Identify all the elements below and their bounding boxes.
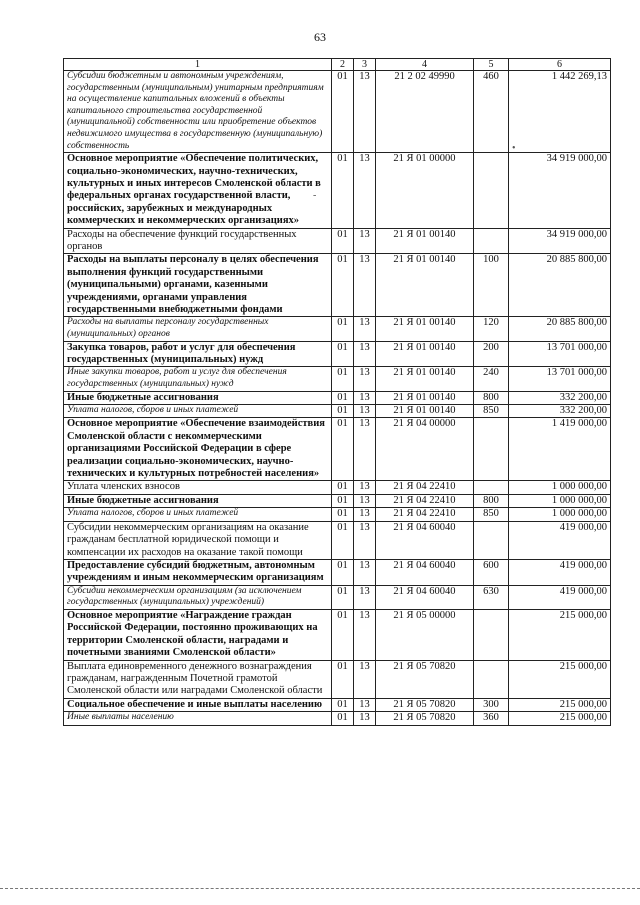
stray-mark: - bbox=[313, 190, 317, 201]
row-section-cell: 01 bbox=[332, 391, 354, 404]
row-expense-type-cell bbox=[474, 660, 509, 698]
row-amount-cell: 1 442 269,13 bbox=[509, 71, 611, 153]
row-expense-type-cell: 460 bbox=[474, 71, 509, 153]
row-name-cell: Уплата налогов, сборов и иных платежей bbox=[64, 405, 332, 418]
row-expense-type-cell: 360 bbox=[474, 712, 509, 725]
row-name-cell: Предоставление субсидий бюджетным, автономным учреждениям и иным некоммерческим организациям bbox=[64, 559, 332, 585]
row-expense-type-cell bbox=[474, 228, 509, 254]
row-subsection-cell: 13 bbox=[354, 317, 376, 341]
table-row bbox=[64, 508, 611, 521]
row-section-cell: 01 bbox=[332, 585, 354, 609]
row-name-cell: Иные закупки товаров, работ и услуг для обеспечения государственных (муниципальных) нужд bbox=[64, 367, 332, 391]
row-target-article-cell: 21 Я 01 00140 bbox=[376, 228, 474, 254]
row-subsection-cell: 13 bbox=[354, 609, 376, 660]
table-row bbox=[64, 254, 611, 317]
row-amount-cell: 215 000,00 bbox=[509, 712, 611, 725]
table-row bbox=[64, 660, 611, 698]
table-row bbox=[64, 71, 611, 153]
row-subsection-cell: 13 bbox=[354, 228, 376, 254]
row-name-cell: Иные бюджетные ассигнования bbox=[64, 391, 332, 404]
row-expense-type-cell bbox=[474, 153, 509, 228]
row-section-cell: 01 bbox=[332, 481, 354, 494]
row-amount-cell: 215 000,00 bbox=[509, 609, 611, 660]
row-section-cell: 01 bbox=[332, 405, 354, 418]
row-amount-cell: 13 701 000,00 bbox=[509, 341, 611, 367]
row-name-cell: Иные бюджетные ассигнования bbox=[64, 494, 332, 507]
row-amount-cell: 419 000,00 bbox=[509, 521, 611, 559]
row-target-article-cell: 21 Я 01 00140 bbox=[376, 341, 474, 367]
header-col-2: 2 bbox=[332, 59, 354, 71]
row-amount-cell: 1 000 000,00 bbox=[509, 481, 611, 494]
row-subsection-cell: 13 bbox=[354, 391, 376, 404]
row-section-cell: 01 bbox=[332, 660, 354, 698]
row-subsection-cell: 13 bbox=[354, 341, 376, 367]
table-row bbox=[64, 609, 611, 660]
row-subsection-cell: 13 bbox=[354, 71, 376, 153]
row-target-article-cell: 21 Я 04 22410 bbox=[376, 481, 474, 494]
table-row bbox=[64, 367, 611, 391]
table-row bbox=[64, 341, 611, 367]
row-subsection-cell: 13 bbox=[354, 481, 376, 494]
row-amount-cell: 419 000,00 bbox=[509, 585, 611, 609]
row-name-cell: Основное мероприятие «Награждение граждан Российской Федерации, постоянно проживающих на территории Смоленской области, наградами и почетными званиями Смоленской области» bbox=[64, 609, 332, 660]
row-name-cell: Основное мероприятие «Обеспечение политических, социально-экономических, научно-технических, культурных и иных интересов Смоленской области в федеральных органах государственной власти, российских, зарубежных и международных коммерческих и некоммерческих организациях» bbox=[64, 153, 332, 228]
row-subsection-cell: 13 bbox=[354, 153, 376, 228]
row-name-cell: Закупка товаров, работ и услуг для обеспечения государственных (муниципальных) нужд bbox=[64, 341, 332, 367]
row-target-article-cell: 21 Я 01 00140 bbox=[376, 317, 474, 341]
row-section-cell: 01 bbox=[332, 71, 354, 153]
row-name-cell: Выплата единовременного денежного вознаграждения гражданам, награжденным Почетной грамотой Смоленской области или наградами Смоленской области bbox=[64, 660, 332, 698]
row-expense-type-cell: 600 bbox=[474, 559, 509, 585]
row-target-article-cell: 21 Я 04 00000 bbox=[376, 418, 474, 481]
row-expense-type-cell bbox=[474, 609, 509, 660]
row-expense-type-cell: 300 bbox=[474, 698, 509, 711]
row-section-cell: 01 bbox=[332, 712, 354, 725]
row-target-article-cell: 21 Я 01 00140 bbox=[376, 391, 474, 404]
table-row bbox=[64, 405, 611, 418]
row-target-article-cell: 21 Я 04 60040 bbox=[376, 521, 474, 559]
row-target-article-cell: 21 Я 04 60040 bbox=[376, 585, 474, 609]
row-expense-type-cell: 100 bbox=[474, 254, 509, 317]
row-section-cell: 01 bbox=[332, 341, 354, 367]
row-name-cell: Социальное обеспечение и иные выплаты населению bbox=[64, 698, 332, 711]
row-amount-cell: 332 200,00 bbox=[509, 391, 611, 404]
row-expense-type-cell: 850 bbox=[474, 405, 509, 418]
row-amount-cell: 34 919 000,00 bbox=[509, 153, 611, 228]
row-target-article-cell: 21 2 02 49990 bbox=[376, 71, 474, 153]
table-row bbox=[64, 521, 611, 559]
row-expense-type-cell: 800 bbox=[474, 494, 509, 507]
row-name-cell: Основное мероприятие «Обеспечение взаимодействия Смоленской области с некоммерческими организациями Российской Федерации в сфере реализации социально-экономических, научно-технических и культурных потребностей населения» bbox=[64, 418, 332, 481]
row-amount-cell: 215 000,00 bbox=[509, 660, 611, 698]
row-target-article-cell: 21 Я 01 00000 bbox=[376, 153, 474, 228]
row-expense-type-cell: 240 bbox=[474, 367, 509, 391]
row-expense-type-cell: 800 bbox=[474, 391, 509, 404]
row-target-article-cell: 21 Я 04 60040 bbox=[376, 559, 474, 585]
row-amount-cell: 13 701 000,00 bbox=[509, 367, 611, 391]
row-subsection-cell: 13 bbox=[354, 508, 376, 521]
row-expense-type-cell: 120 bbox=[474, 317, 509, 341]
row-section-cell: 01 bbox=[332, 317, 354, 341]
row-subsection-cell: 13 bbox=[354, 660, 376, 698]
header-col-3: 3 bbox=[354, 59, 376, 71]
row-subsection-cell: 13 bbox=[354, 559, 376, 585]
row-subsection-cell: 13 bbox=[354, 418, 376, 481]
row-expense-type-cell: 850 bbox=[474, 508, 509, 521]
row-amount-cell: 34 919 000,00 bbox=[509, 228, 611, 254]
row-section-cell: 01 bbox=[332, 559, 354, 585]
row-subsection-cell: 13 bbox=[354, 521, 376, 559]
header-col-4: 4 bbox=[376, 59, 474, 71]
header-col-1: 1 bbox=[64, 59, 332, 71]
table-row bbox=[64, 585, 611, 609]
row-section-cell: 01 bbox=[332, 494, 354, 507]
row-section-cell: 01 bbox=[332, 521, 354, 559]
table-row bbox=[64, 712, 611, 725]
row-amount-cell: 20 885 800,00 bbox=[509, 317, 611, 341]
table-row bbox=[64, 559, 611, 585]
table-row bbox=[64, 317, 611, 341]
row-section-cell: 01 bbox=[332, 698, 354, 711]
stray-mark: • bbox=[512, 143, 516, 154]
page-number: 63 bbox=[314, 30, 326, 44]
row-target-article-cell: 21 Я 04 22410 bbox=[376, 494, 474, 507]
table-row bbox=[64, 153, 611, 228]
row-expense-type-cell bbox=[474, 481, 509, 494]
row-target-article-cell: 21 Я 05 70820 bbox=[376, 698, 474, 711]
row-name-cell: Расходы на выплаты персоналу в целях обеспечения выполнения функций государственными (муниципальными) органами, казенными учреждениями, органами управления государственными внебюджетными фондами bbox=[64, 254, 332, 317]
row-section-cell: 01 bbox=[332, 153, 354, 228]
row-target-article-cell: 21 Я 05 70820 bbox=[376, 712, 474, 725]
row-expense-type-cell bbox=[474, 521, 509, 559]
row-section-cell: 01 bbox=[332, 508, 354, 521]
table-row bbox=[64, 494, 611, 507]
row-subsection-cell: 13 bbox=[354, 494, 376, 507]
row-amount-cell: 332 200,00 bbox=[509, 405, 611, 418]
row-target-article-cell: 21 Я 01 00140 bbox=[376, 254, 474, 317]
table-row bbox=[64, 228, 611, 254]
row-name-cell: Уплата налогов, сборов и иных платежей bbox=[64, 508, 332, 521]
table-row bbox=[64, 418, 611, 481]
row-name-cell: Уплата членских взносов bbox=[64, 481, 332, 494]
row-subsection-cell: 13 bbox=[354, 585, 376, 609]
row-subsection-cell: 13 bbox=[354, 712, 376, 725]
row-expense-type-cell bbox=[474, 418, 509, 481]
table-body bbox=[64, 71, 611, 726]
header-row bbox=[64, 59, 611, 71]
row-target-article-cell: 21 Я 04 22410 bbox=[376, 508, 474, 521]
row-amount-cell: 419 000,00 bbox=[509, 559, 611, 585]
row-amount-cell: 215 000,00 bbox=[509, 698, 611, 711]
row-subsection-cell: 13 bbox=[354, 367, 376, 391]
row-name-cell: Субсидии бюджетным и автономным учреждениям, государственным (муниципальным) унитарным предприятиям на осуществление капитальных вложений в объекты капитального строительства государственной (муниципальной) собственности или приобретение объектов недвижимого имущества в государственную (муниципальную) собственность bbox=[64, 71, 332, 153]
row-subsection-cell: 13 bbox=[354, 698, 376, 711]
header-col-6: 6 bbox=[509, 59, 611, 71]
row-expense-type-cell: 630 bbox=[474, 585, 509, 609]
row-subsection-cell: 13 bbox=[354, 405, 376, 418]
table-row bbox=[64, 698, 611, 711]
header-col-5: 5 bbox=[474, 59, 509, 71]
row-section-cell: 01 bbox=[332, 609, 354, 660]
row-subsection-cell: 13 bbox=[354, 254, 376, 317]
row-amount-cell: 1 419 000,00 bbox=[509, 418, 611, 481]
row-expense-type-cell: 200 bbox=[474, 341, 509, 367]
table-row bbox=[64, 391, 611, 404]
row-target-article-cell: 21 Я 01 00140 bbox=[376, 367, 474, 391]
row-target-article-cell: 21 Я 01 00140 bbox=[376, 405, 474, 418]
row-amount-cell: 1 000 000,00 bbox=[509, 494, 611, 507]
row-section-cell: 01 bbox=[332, 418, 354, 481]
row-name-cell: Расходы на выплаты персоналу государственных (муниципальных) органов bbox=[64, 317, 332, 341]
row-section-cell: 01 bbox=[332, 367, 354, 391]
table-row bbox=[64, 481, 611, 494]
budget-table bbox=[63, 58, 611, 726]
row-name-cell: Иные выплаты населению bbox=[64, 712, 332, 725]
scan-edge-line bbox=[0, 888, 640, 890]
row-name-cell: Расходы на обеспечение функций государственных органов bbox=[64, 228, 332, 254]
row-target-article-cell: 21 Я 05 00000 bbox=[376, 609, 474, 660]
row-name-cell: Субсидии некоммерческим организациям на оказание гражданам бесплатной юридической помощи и компенсации их расходов на оказание такой помощи bbox=[64, 521, 332, 559]
row-amount-cell: 20 885 800,00 bbox=[509, 254, 611, 317]
row-name-cell: Субсидии некоммерческим организациям (за исключением государственных (муниципальных) учреждений) bbox=[64, 585, 332, 609]
row-section-cell: 01 bbox=[332, 228, 354, 254]
row-target-article-cell: 21 Я 05 70820 bbox=[376, 660, 474, 698]
row-amount-cell: 1 000 000,00 bbox=[509, 508, 611, 521]
row-section-cell: 01 bbox=[332, 254, 354, 317]
